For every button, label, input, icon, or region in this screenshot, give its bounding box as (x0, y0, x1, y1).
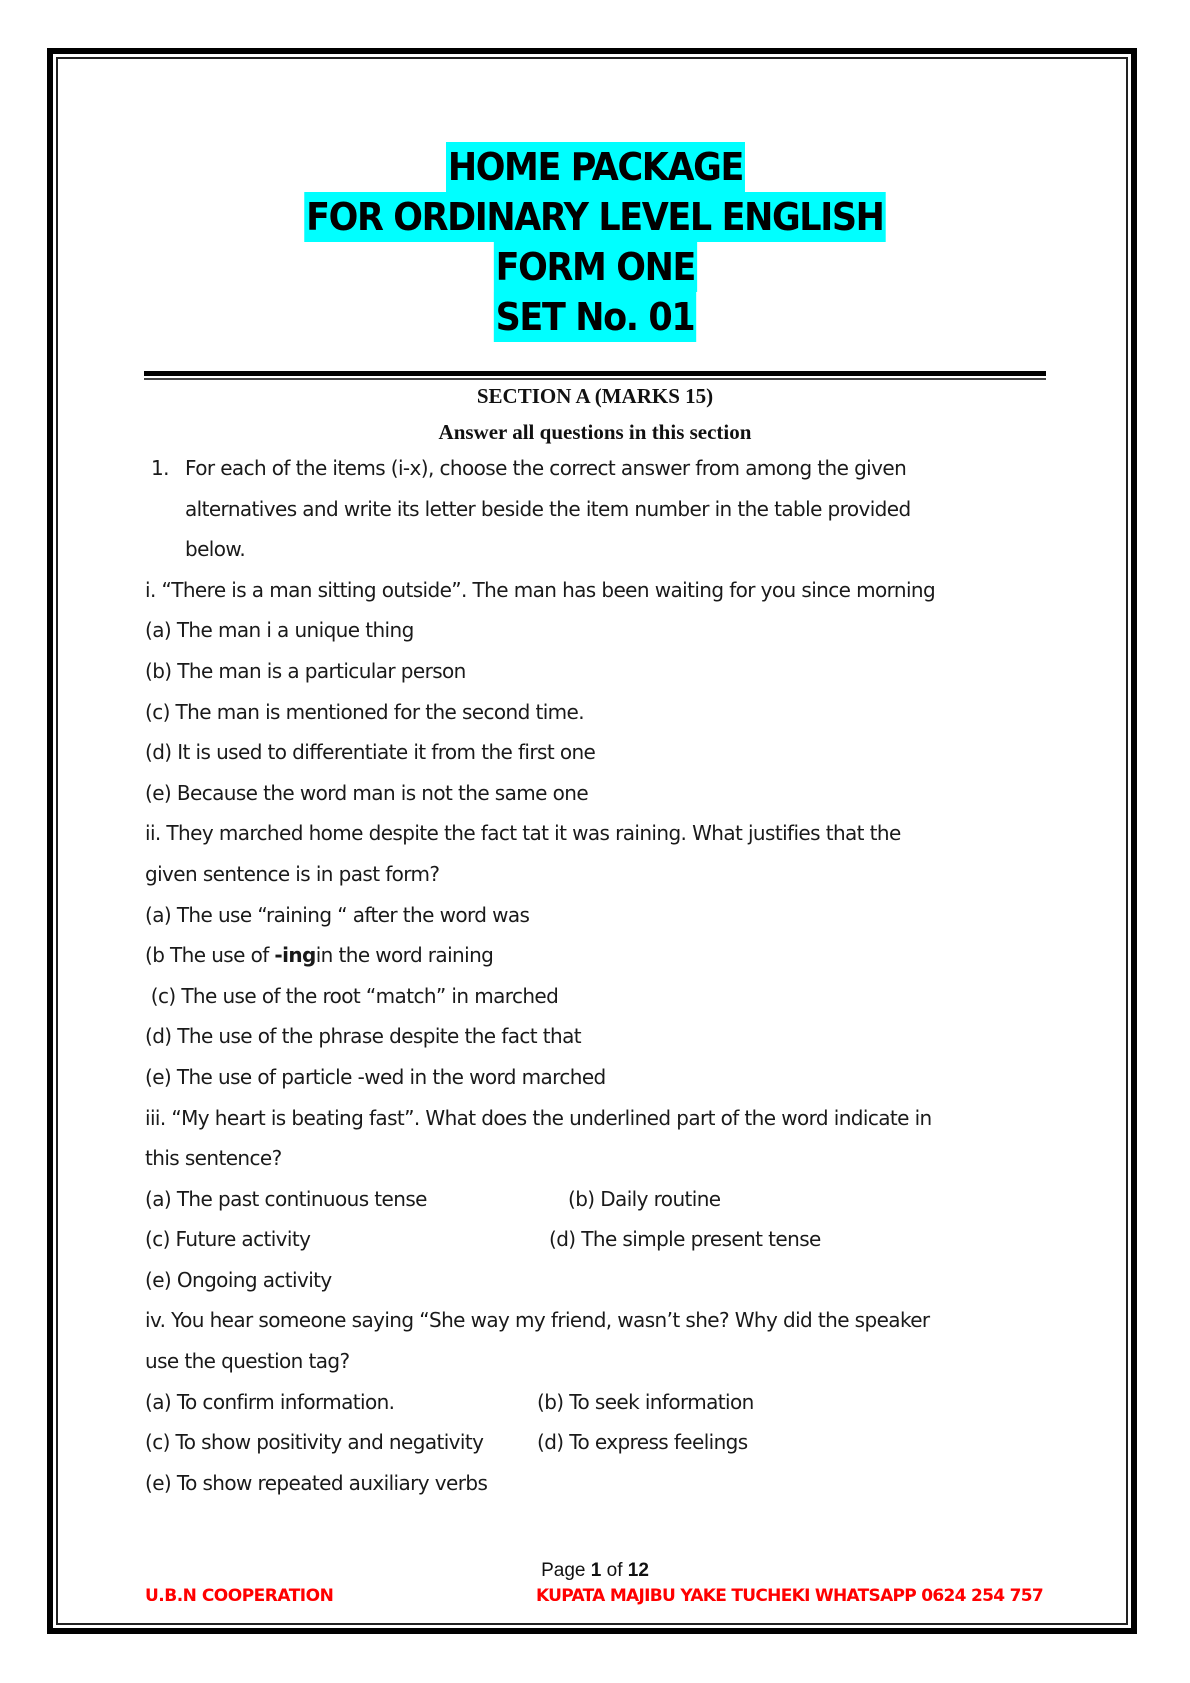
document-title (0, 142, 1190, 342)
option: (c) The man is mentioned for the second time. (145, 699, 585, 724)
option: (a) The man i a unique thing (145, 618, 414, 643)
option: (a) The past continuous tense (145, 1186, 427, 1211)
option: (d) It is used to differentiate it from the first one (145, 740, 596, 765)
page-number (0, 1560, 1190, 1582)
question-prompt: iii. “My heart is beating fast”. What does the underlined part of the word indicate in (145, 1105, 932, 1130)
title-line-4: SET No. 01 (494, 292, 696, 342)
option-text: (b The use of (145, 943, 275, 968)
option-row (145, 1179, 1045, 1220)
option: (e) Ongoing activity (145, 1267, 332, 1292)
option: (e) To show repeated auxiliary verbs (145, 1470, 488, 1495)
title-line-1: HOME PACKAGE (446, 142, 745, 192)
option: (e) Because the word man is not the same one (145, 780, 589, 805)
question-prompt: given sentence is in past form? (145, 861, 440, 886)
option-row (145, 1382, 1045, 1423)
option-bold-suffix: -ing (274, 943, 316, 968)
page-current: 1 (590, 1560, 602, 1581)
option: (c) To show positivity and negativity (145, 1430, 484, 1455)
option-text: in the word raining (315, 943, 494, 968)
instruction-line (145, 448, 1045, 489)
option: (d) The use of the phrase despite the fact that (145, 1024, 581, 1049)
questions-body (145, 448, 1045, 1503)
option: (e) The use of particle -wed in the word marched (145, 1064, 606, 1089)
option: (b) To seek information (537, 1389, 754, 1414)
option: (d) The simple present tense (549, 1227, 821, 1252)
section-title: SECTION A (MARKS 15) (476, 384, 714, 408)
instruction-line: below. (185, 537, 246, 562)
question-prompt: this sentence? (145, 1146, 282, 1171)
option: (b) The man is a particular person (145, 658, 466, 683)
option: (c) Future activity (145, 1227, 311, 1252)
footer-organization: U.B.N COOPERATION (145, 1586, 334, 1606)
instruction-line: alternatives and write its letter beside the item number in the table provided (185, 496, 911, 521)
question-prompt: ii. They marched home despite the fact tat it was raining. What justifies that the (145, 821, 901, 846)
option: (d) To express feelings (537, 1430, 748, 1455)
page-label: Page (541, 1560, 591, 1581)
option: (a) To confirm information. (145, 1389, 395, 1414)
question-prompt: use the question tag? (145, 1349, 350, 1374)
title-line-2: FOR ORDINARY LEVEL ENGLISH (304, 192, 885, 242)
option-row (145, 1219, 1045, 1260)
page-of-label: of (601, 1560, 628, 1581)
footer-contact: KUPATA MAJIBU YAKE TUCHEKI WHATSAPP 0624 254 757 (535, 1586, 1043, 1606)
title-line-3: FORM ONE (493, 242, 696, 292)
question-prompt: i. “There is a man sitting outside”. The man has been waiting for you since morning (145, 577, 936, 602)
instruction-text: For each of the items (i-x), choose the correct answer from among the given (185, 456, 907, 480)
question-prompt: iv. You hear someone saying “She way my friend, wasn’t she? Why did the speaker (145, 1308, 930, 1333)
option: (a) The use “raining “ after the word was (145, 902, 530, 927)
section-subtitle: Answer all questions in this section (438, 420, 752, 444)
instruction-number: 1. (151, 456, 169, 480)
option-row (145, 1422, 1045, 1463)
option: (c) The use of the root “match” in marched (145, 983, 559, 1008)
option (145, 935, 1045, 976)
page-total: 12 (627, 1560, 649, 1581)
option: (b) Daily routine (568, 1186, 721, 1211)
